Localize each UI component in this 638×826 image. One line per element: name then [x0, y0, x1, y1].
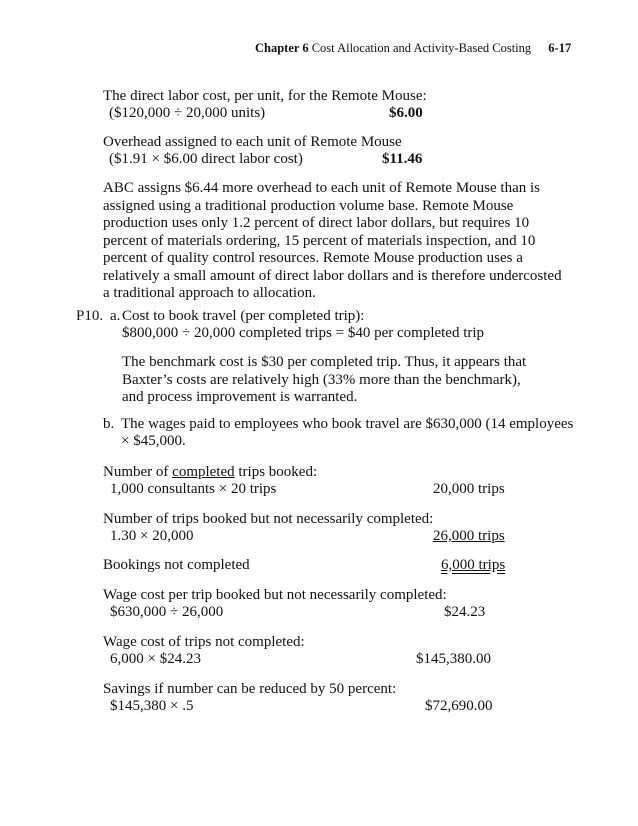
savings-calc: $145,380 × .5	[110, 698, 194, 714]
completed-title: Number of completed trips booked:	[103, 464, 318, 480]
part-b-marker: b.	[103, 416, 115, 432]
wages-line-1: The wages paid to employees who book travel are $630,000 (14 employees	[121, 416, 574, 432]
part-a-calc: $800,000 ÷ 20,000 completed trips = $40 per completed trip	[122, 325, 485, 341]
page-number: 6-17	[548, 41, 572, 55]
not-completed-title: Bookings not completed	[103, 557, 250, 573]
wages-line-2: × $45,000.	[121, 433, 186, 449]
booked-title: Number of trips booked but not necessarily completed:	[103, 511, 434, 527]
wage-per-trip-value: $24.23	[444, 604, 486, 620]
wage-not-completed-value: $145,380.00	[416, 651, 491, 667]
dl-cost-calc: ($120,000 ÷ 20,000 units)	[109, 105, 266, 121]
wage-not-completed-calc: 6,000 × $24.23	[110, 651, 201, 667]
wage-per-trip-title: Wage cost per trip booked but not necessarily completed:	[103, 587, 447, 603]
problem-label: P10.	[76, 308, 104, 324]
chapter-label: Chapter 6	[255, 41, 309, 55]
abc-paragraph: ABC assigns $6.44 more overhead to each unit of Remote Mouse than is assigned using a traditional production volume base. Remote Mouse production uses only 1.2 percent of direct labor dollars, but requires 10 percent of materials ordering, 15 percent of materials inspection, and 10 percent of quality control resources. Remote Mouse production uses a relatively a small amount of direct labor dollars and is therefore undercosted a traditional approach to allocation.	[103, 180, 562, 301]
benchmark-paragraph: The benchmark cost is $30 per completed trip. Thus, it appears that Baxter’s costs are relatively high (33% more than the benchmark), and process improvement is warranted.	[122, 354, 527, 405]
part-a-marker: a.	[110, 308, 121, 324]
overhead-value: $11.46	[382, 151, 423, 167]
completed-calc: 1,000 consultants × 20 trips	[110, 481, 277, 497]
savings-value: $72,690.00	[425, 698, 493, 714]
overhead-title: Overhead assigned to each unit of Remote Mouse	[103, 134, 402, 150]
overhead-calc: ($1.91 × $6.00 direct labor cost)	[109, 151, 303, 167]
booked-calc: 1.30 × 20,000	[110, 528, 194, 544]
wage-per-trip-calc: $630,000 ÷ 26,000	[110, 604, 224, 620]
booked-value: 26,000 trips	[433, 528, 505, 544]
dl-cost-value: $6.00	[389, 105, 423, 121]
not-completed-value: 6,000 trips	[441, 557, 506, 573]
dl-cost-title: The direct labor cost, per unit, for the Remote Mouse:	[103, 88, 427, 104]
part-a-title: Cost to book travel (per completed trip):	[122, 308, 365, 324]
chapter-title: Cost Allocation and Activity-Based Costing	[311, 41, 532, 55]
savings-title: Savings if number can be reduced by 50 percent:	[103, 681, 397, 697]
wage-not-completed-title: Wage cost of trips not completed:	[103, 634, 305, 650]
page-header	[255, 40, 571, 58]
completed-value: 20,000 trips	[433, 481, 505, 497]
completed-underlined: completed	[172, 464, 235, 480]
